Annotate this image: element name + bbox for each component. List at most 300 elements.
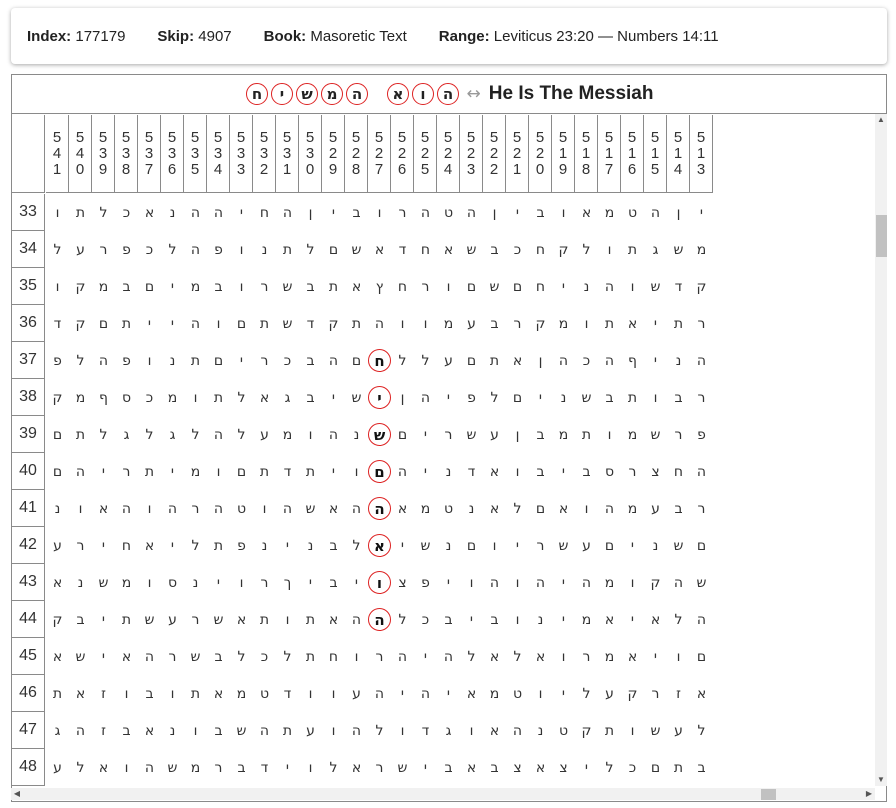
grid-cell: א [351, 278, 362, 295]
bidirectional-arrow-icon: ↔ [466, 84, 481, 104]
grid-cell: ב [444, 611, 453, 628]
column-digit: 5 [420, 160, 430, 178]
grid-cell: צ [651, 463, 660, 480]
grid-cell: ם [52, 426, 63, 443]
grid-cell: ה [604, 278, 615, 295]
row-header: 47 [12, 712, 45, 749]
highlighted-grid-cell [368, 416, 391, 453]
grid-cell: ש [305, 500, 316, 517]
column-header [598, 115, 621, 193]
column-header [575, 115, 598, 193]
grid-cell: נ [307, 537, 314, 554]
grid-cell: ר [191, 611, 200, 628]
grid-cell: ט [627, 204, 638, 221]
grid-cell: ל [513, 500, 522, 517]
column-digit: 5 [673, 128, 683, 146]
grid-cell: ח [259, 204, 270, 221]
grid-cell: כ [421, 611, 430, 628]
column-digit: 5 [650, 128, 660, 146]
grid-cell: פ [122, 352, 131, 369]
column-digit: 2 [420, 144, 430, 162]
horizontal-scrollbar[interactable] [11, 788, 875, 800]
grid-cell: ח [397, 278, 408, 295]
column-digit: 7 [604, 160, 614, 178]
column-digit: 5 [236, 128, 246, 146]
column-digit: 5 [98, 128, 108, 146]
grid-cell: י [170, 463, 175, 480]
grid-cell: ב [329, 537, 338, 554]
grid-cell: י [446, 574, 451, 591]
book-value: Masoretic Text [310, 27, 407, 45]
grid-cell: ר [628, 463, 637, 480]
grid-cell: ן [308, 204, 313, 221]
grid-cell: ו [55, 278, 60, 295]
grid-cell: כ [513, 241, 522, 258]
column-digit: 7 [374, 160, 384, 178]
column-header [276, 115, 299, 193]
grid-cell: ה [190, 315, 201, 332]
grid-cell: ס [121, 389, 132, 406]
grid-cell: ו [469, 722, 474, 739]
highlight-circle: ה [368, 608, 391, 631]
grid-cell: ח [535, 241, 546, 258]
grid-cell: מ [190, 463, 201, 480]
column-digit: 3 [167, 144, 177, 162]
grid-cell: ר [260, 352, 269, 369]
column-header [621, 115, 644, 193]
grid-cell: ת [121, 611, 132, 628]
grid-cell: ש [420, 537, 431, 554]
grid-cell: ש [144, 611, 155, 628]
grid-cell: נ [537, 611, 544, 628]
grid-cell: ש [558, 537, 569, 554]
grid-cell: ה [558, 352, 569, 369]
grid-cell: י [170, 537, 175, 554]
grid-cell: ת [604, 315, 615, 332]
grid-cell: ש [282, 315, 293, 332]
grid-cell: ו [446, 278, 451, 295]
grid-cell: ט [259, 685, 270, 702]
grid-cell: ת [282, 722, 293, 739]
grid-cell: ת [627, 389, 638, 406]
highlight-circle: ו [368, 571, 391, 594]
grid-cell: י [285, 537, 290, 554]
grid-cell: ב [490, 611, 499, 628]
grid-cell: ו [147, 352, 152, 369]
grid-cell: פ [237, 537, 246, 554]
column-digit: 1 [673, 144, 683, 162]
grid-cell: א [489, 463, 500, 480]
column-digit: 1 [604, 144, 614, 162]
grid-cell: ש [75, 648, 86, 665]
grid-cell: ו [538, 685, 543, 702]
grid-cell: ה [121, 500, 132, 517]
row-header: 42 [12, 527, 45, 564]
grid-cell: מ [558, 315, 569, 332]
grid-cell: ב [582, 463, 591, 480]
grid-cell: י [699, 204, 704, 221]
grid-cell: א [489, 648, 500, 665]
grid-cell: ב [490, 241, 499, 258]
grid-cell: נ [353, 426, 360, 443]
grid-cell: ו [515, 463, 520, 480]
grid-cell: א [558, 500, 569, 517]
grid-cell: נ [169, 204, 176, 221]
grid-cell: מ [604, 204, 615, 221]
grid-cell: י [170, 278, 175, 295]
grid-cell: ת [259, 463, 270, 480]
grid-cell: ל [490, 389, 499, 406]
grid-cell: י [147, 315, 152, 332]
grid-cell: ג [123, 426, 130, 443]
column-header [46, 115, 69, 193]
grid-cell: ב [444, 759, 453, 776]
grid-cell: ו [331, 722, 336, 739]
grid-cell: מ [121, 574, 132, 591]
grid-cell: ח [121, 537, 132, 554]
column-digit: 8 [121, 160, 131, 178]
grid-cell: ד [421, 722, 430, 739]
grid-cell: נ [652, 537, 659, 554]
grid-cell: ה [512, 722, 523, 739]
grid-cell: י [423, 648, 428, 665]
grid-cell: י [653, 315, 658, 332]
grid-cell: מ [604, 574, 615, 591]
column-digit: 9 [558, 160, 568, 178]
grid-cell: ע [467, 315, 476, 332]
grid-cell: ה [696, 463, 707, 480]
row-header: 38 [12, 379, 45, 416]
grid-cell: ו [584, 315, 589, 332]
grid-cell: ע [605, 685, 614, 702]
column-header [69, 115, 92, 193]
grid-cell: ם [650, 759, 661, 776]
grid-cell: ו [607, 426, 612, 443]
grid-cell: צ [513, 759, 522, 776]
column-header [506, 115, 529, 193]
column-header [207, 115, 230, 193]
grid-cell: ק [328, 315, 339, 332]
column-digit: 5 [558, 128, 568, 146]
row-header: 48 [12, 749, 45, 786]
grid-cell: א [328, 500, 339, 517]
grid-cell: ם [466, 537, 477, 554]
grid-cell: ש [581, 389, 592, 406]
grid-cell: ל [329, 759, 338, 776]
grid-cell: א [512, 352, 523, 369]
grid-cell: ת [328, 278, 339, 295]
column-digit: 3 [305, 144, 315, 162]
grid-cell: ד [260, 759, 269, 776]
grid-cell: ז [676, 685, 681, 702]
grid-cell: ת [489, 352, 500, 369]
row-header: 46 [12, 675, 45, 712]
grid-cell: ם [604, 537, 615, 554]
grid-cell: מ [627, 500, 638, 517]
grid-cell: ה [98, 352, 109, 369]
grid-cell: צ [559, 759, 568, 776]
grid-cell: ב [536, 426, 545, 443]
highlight-circle: ם [368, 460, 391, 483]
column-digit: 3 [696, 160, 706, 178]
grid-cell: ם [351, 352, 362, 369]
grid-cell: ת [673, 315, 684, 332]
grid-cell: מ [489, 685, 500, 702]
scroll-down-icon[interactable]: ▼ [877, 775, 885, 784]
column-digit: 3 [213, 144, 223, 162]
column-digit: 3 [236, 160, 246, 178]
grid-cell: ב [214, 648, 223, 665]
grid-cell: ק [52, 611, 63, 628]
grid-cell: ש [650, 278, 661, 295]
grid-cell: ה [604, 500, 615, 517]
grid-cell: ל [582, 241, 591, 258]
grid-cell: ו [515, 611, 520, 628]
grid-cell: ן [676, 204, 681, 221]
grid-cell: י [630, 611, 635, 628]
grid-cell: ל [237, 389, 246, 406]
column-digit: 3 [282, 144, 292, 162]
grid-cell: י [630, 537, 635, 554]
row-header: 35 [12, 268, 45, 305]
grid-cell: ם [696, 537, 707, 554]
grid-cell: ר [444, 426, 453, 443]
grid-cell: י [561, 574, 566, 591]
column-digit: 5 [512, 128, 522, 146]
grid-cell: ו [147, 574, 152, 591]
range-label: Range: [438, 27, 490, 45]
grid-cell: ש [282, 278, 293, 295]
grid-cell: ה [604, 352, 615, 369]
grid-cell: ב [605, 389, 614, 406]
term-b-letters [386, 83, 461, 105]
grid-cell: ת [75, 426, 86, 443]
grid-cell: ל [582, 685, 591, 702]
grid-cell: ה [167, 500, 178, 517]
search-terms-header [12, 75, 886, 114]
grid-cell: ו [630, 278, 635, 295]
grid-cell: ת [52, 685, 63, 702]
grid-cell: נ [675, 352, 682, 369]
grid-cell: מ [558, 426, 569, 443]
grid-cell: א [98, 500, 109, 517]
column-digit: 5 [581, 128, 591, 146]
grid-cell: ד [283, 685, 292, 702]
grid-cell: ש [696, 574, 707, 591]
grid-cell: ן [492, 204, 497, 221]
grid-cell: ם [236, 463, 247, 480]
column-header [529, 115, 552, 193]
column-digit: 5 [52, 128, 62, 146]
grid-cell: ת [121, 315, 132, 332]
grid-cell: צ [398, 574, 407, 591]
grid-cell: מ [420, 500, 431, 517]
grid-cell: א [443, 241, 454, 258]
column-digit: 4 [213, 160, 223, 178]
grid-cell: ם [512, 389, 523, 406]
grid-cell: ו [354, 648, 359, 665]
grid-cell: א [121, 648, 132, 665]
grid-cell: ל [605, 759, 614, 776]
scroll-up-icon[interactable]: ▲ [877, 115, 885, 124]
grid-cell: ה [190, 204, 201, 221]
column-digit: 8 [351, 160, 361, 178]
column-digit: 2 [351, 144, 361, 162]
grid-cell: ל [352, 537, 361, 554]
grid-cell: א [650, 611, 661, 628]
column-digit: 1 [52, 160, 62, 178]
grid-cell: י [101, 611, 106, 628]
phrase-title: He Is The Messiah [488, 83, 654, 104]
index-value: 177179 [75, 27, 126, 45]
grid-cell: ף [99, 389, 108, 406]
grid-cell: א [213, 685, 224, 702]
grid-cell: פ [467, 389, 476, 406]
column-digit: 2 [512, 144, 522, 162]
column-header [184, 115, 207, 193]
grid-cell: ג [169, 426, 176, 443]
term-letter-circle: ח [246, 83, 268, 105]
column-digit: 5 [328, 128, 338, 146]
grid-cell: א [466, 685, 477, 702]
grid-cell: כ [145, 241, 154, 258]
grid-cell: ר [651, 685, 660, 702]
grid-cell: מ [696, 241, 707, 258]
grid-cell: ו [124, 759, 129, 776]
grid-cell: ה [75, 463, 86, 480]
grid-cell: ה [282, 204, 293, 221]
grid-cell: ם [466, 278, 477, 295]
grid-cell: ק [581, 722, 592, 739]
grid-cell: ש [466, 426, 477, 443]
grid-cell: ל [191, 426, 200, 443]
grid-cell: ד [467, 463, 476, 480]
highlight-circle: א [368, 534, 391, 557]
column-digit: 5 [167, 128, 177, 146]
grid-cell: ת [259, 611, 270, 628]
grid-cell: ע [76, 241, 85, 258]
grid-cell: ב [214, 278, 223, 295]
grid-cell: ל [76, 352, 85, 369]
vertical-scroll-thumb[interactable] [876, 215, 887, 257]
grid-cell: כ [122, 204, 131, 221]
grid-cell: ש [489, 278, 500, 295]
grid-cell: ש [351, 241, 362, 258]
grid-cell: ק [75, 278, 86, 295]
grid-cell: י [354, 574, 359, 591]
column-digit: 9 [328, 160, 338, 178]
grid-cell: ם [144, 278, 155, 295]
grid-cell: ג [54, 722, 61, 739]
column-digit: 5 [696, 128, 706, 146]
book-field [264, 28, 407, 45]
grid-cell: ה [144, 648, 155, 665]
term-letter-circle: ה [346, 83, 368, 105]
scroll-right-icon[interactable]: ▶ [865, 789, 873, 798]
grid-cell: י [446, 389, 451, 406]
grid-cell: ב [674, 389, 683, 406]
column-digit: 4 [52, 144, 62, 162]
grid-cell: ע [168, 611, 177, 628]
grid-cell: א [259, 389, 270, 406]
letter-grid [12, 115, 886, 802]
grid-cell: ר [421, 278, 430, 295]
column-digit: 1 [696, 144, 706, 162]
grid-cell: ה [213, 500, 224, 517]
grid-cell: ת [75, 204, 86, 221]
grid-cell: ח [673, 463, 684, 480]
grid-cell: ר [513, 315, 522, 332]
grid-cell: א [489, 722, 500, 739]
grid-cell: ת [259, 315, 270, 332]
column-header [345, 115, 368, 193]
grid-cell: ל [398, 352, 407, 369]
grid-cell: ה [650, 204, 661, 221]
grid-cell: מ [75, 389, 86, 406]
grid-cell: ה [397, 463, 408, 480]
column-digit: 5 [351, 128, 361, 146]
grid-cell: ל [283, 648, 292, 665]
grid-cell: ט [512, 685, 523, 702]
vertical-scrollbar[interactable] [875, 114, 887, 786]
highlighted-grid-cell [368, 527, 391, 564]
column-digit: 6 [167, 160, 177, 178]
grid-cell: ר [214, 759, 223, 776]
column-digit: 2 [259, 160, 269, 178]
column-digit: 3 [98, 144, 108, 162]
grid-cell: ו [676, 648, 681, 665]
grid-cell: ה [282, 500, 293, 517]
grid-cell: כ [145, 389, 154, 406]
column-digit: 3 [259, 144, 269, 162]
grid-cell: ר [168, 648, 177, 665]
column-digit: 2 [489, 160, 499, 178]
grid-cell: ת [190, 685, 201, 702]
horizontal-scroll-thumb[interactable] [761, 789, 776, 800]
grid-cell: ג [445, 722, 452, 739]
grid-cell: ם [328, 241, 339, 258]
grid-cell: ו [331, 685, 336, 702]
grid-cell: ו [308, 759, 313, 776]
grid-cell: ט [443, 500, 454, 517]
grid-cell: ז [101, 722, 106, 739]
column-digit: 3 [190, 144, 200, 162]
row-header: 37 [12, 342, 45, 379]
grid-cell: א [236, 611, 247, 628]
info-bar [11, 8, 887, 64]
grid-cell: ת [627, 241, 638, 258]
grid-cell: ש [397, 759, 408, 776]
grid-cell: ר [260, 278, 269, 295]
column-digit: 5 [259, 128, 269, 146]
grid-cell: ו [377, 204, 382, 221]
highlighted-grid-cell [368, 342, 391, 379]
grid-cell: ו [630, 722, 635, 739]
grid-cell: י [423, 426, 428, 443]
grid-cell: א [52, 648, 63, 665]
grid-cell: ת [673, 759, 684, 776]
column-digit: 3 [144, 144, 154, 162]
grid-cell: ו [653, 389, 658, 406]
grid-cell: ו [193, 389, 198, 406]
highlighted-grid-cell [368, 453, 391, 490]
highlight-circle: י [368, 386, 391, 409]
grid-cell: ב [306, 352, 315, 369]
grid-cell: נ [537, 722, 544, 739]
highlighted-grid-cell [368, 379, 391, 416]
scroll-left-icon[interactable]: ◀ [13, 789, 21, 798]
grid-cell: א [466, 759, 477, 776]
